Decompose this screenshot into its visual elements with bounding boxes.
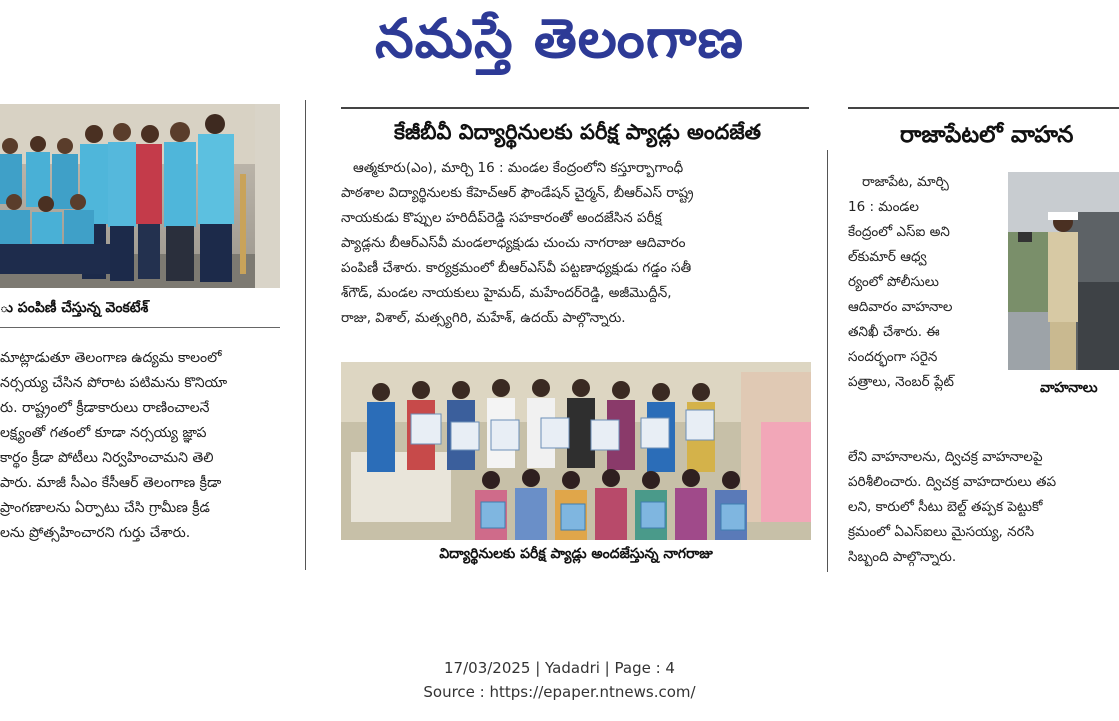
center-top-rule: [341, 107, 809, 109]
center-article-line: పంపిణీ చేశారు. కార్యక్రమంలో బీఆర్ఎస్‌వీ పట్టణాధ్యక్షుడు గడ్డం సతీ: [341, 260, 692, 276]
right-article-line: సిబ్బంది పాల్గొన్నారు.: [848, 549, 957, 565]
right-headline: రాజాపేటలో వాహన: [900, 122, 1074, 148]
students-pads-photo: [341, 362, 811, 540]
footer-source-link[interactable]: Source : https://epaper.ntnews.com/: [423, 683, 696, 701]
right-article-line: పత్రాలు, నెంబర్ ప్లేట్: [848, 374, 954, 390]
right-article-line: క్రమంలో ఏఎస్ఐలు మైసయ్య, నరసి: [848, 524, 1035, 540]
right-article-line: కేంద్రంలో ఎస్ఐ అని: [848, 224, 950, 240]
right-article-line: ఆదివారం వాహనాల: [848, 299, 953, 315]
right-article-line: 16 : మండల: [848, 199, 919, 215]
center-article-line: నాయకుడు కొప్పుల హరిదీప్‌రెడ్డి సహకారంతో అందజేసిన పరీక్ష: [341, 210, 662, 226]
right-article-line: లని, కారులో సీటు బెల్ట్ తప్పక పెట్టుకో: [848, 499, 1043, 515]
left-article-line: లక్ష్యంతో గతంలో కూడా నర్సయ్య జ్ఞాప: [0, 425, 207, 441]
cricket-team-photo: [0, 104, 280, 288]
left-article-line: ప్రాంగణాలను ఏర్పాటు చేసి గ్రామీణ క్రీడ: [0, 500, 210, 516]
left-photo-caption: ు పంపిణీ చేస్తున్న వెంకటేశ్: [0, 300, 149, 316]
left-article-line: లను ప్రోత్సహించారని గుర్తు చేశారు.: [0, 525, 191, 541]
left-article-body: [0, 346, 292, 546]
left-article-line: పారు. మాజీ సీఎం కేసీఆర్ తెలంగాణ క్రీడా: [0, 475, 222, 491]
left-article-line: కార్థం క్రీడా పోటీలు నిర్వహించామని తెలి: [0, 450, 214, 466]
center-article-line: ప్యాడ్లను బీఆర్ఎస్‌వీ మండలాధ్యక్షుడు చుంచు నాగరాజు ఆదివారం: [341, 235, 686, 251]
center-article-line: రాజు, విశాల్, మత్స్యగిరి, మహేశ్, ఉదయ్ పాల్గొన్నారు.: [341, 310, 626, 326]
right-article-wide-body: [848, 445, 1119, 570]
right-article-line: ర్యంలో పోలీసులు: [848, 274, 939, 290]
center-article-body: [341, 156, 809, 331]
right-article-narrow-body: [848, 170, 998, 395]
right-photo-caption: వాహనాలు: [1040, 380, 1098, 396]
center-photo-caption: విద్యార్థినులకు పరీక్ష ప్యాడ్లు అందజేస్తున్న నాగరాజు: [439, 546, 713, 562]
vehicle-check-photo: [1008, 172, 1119, 370]
column-divider-left: [305, 100, 306, 570]
right-article-line: తనిఖీ చేశారు. ఈ: [848, 324, 940, 340]
right-top-rule: [848, 107, 1119, 109]
center-headline: కేజీబీవీ విద్యార్థినులకు పరీక్ష ప్యాడ్లు అందజేత: [393, 120, 762, 144]
right-article-line: రాజాపేట, మార్చి: [862, 174, 949, 190]
center-article-line: ఆత్మకూరు(ఎం), మార్చి 16 : మండల కేంద్రంలోని కస్తూర్బాగాంధీ: [353, 160, 684, 176]
center-article-line: పాఠశాల విద్యార్థినులకు కేహెచ్ఆర్ ఫౌండేషన్ చైర్మన్, బీఆర్ఎస్ రాష్ట్ర: [341, 185, 694, 201]
masthead-title: నమస్తే తెలంగాణ: [374, 7, 744, 70]
right-article-line: ల్‌కుమార్ ఆధ్వ: [848, 249, 927, 265]
left-caption-rule: [0, 327, 280, 328]
center-article-line: శ్‌గౌడ్, మండల నాయకులు హైమద్, మహేందర్‌రెడ్డి, అజీమొద్దీన్,: [341, 285, 672, 301]
right-article-line: లేని వాహనాలను, ద్విచక్ర వాహనాలపై: [848, 449, 1043, 465]
column-divider-right: [827, 150, 828, 572]
right-article-line: పరిశీలించారు. ద్విచక్ర వాహదారులు తప: [848, 474, 1057, 490]
left-article-line: రు. రాష్ట్రంలో క్రీడాకారులు రాణించాలనే: [0, 400, 210, 416]
left-article-line: మాట్లాడుతూ తెలంగాణ ఉద్యమ కాలంలో: [0, 350, 222, 366]
footer-date-edition: 17/03/2025 | Yadadri | Page : 4: [444, 659, 675, 677]
left-article-line: నర్సయ్య చేసిన పోరాట పటిమను కొనియా: [0, 375, 228, 391]
right-article-line: సందర్భంగా సరైన: [848, 349, 938, 365]
